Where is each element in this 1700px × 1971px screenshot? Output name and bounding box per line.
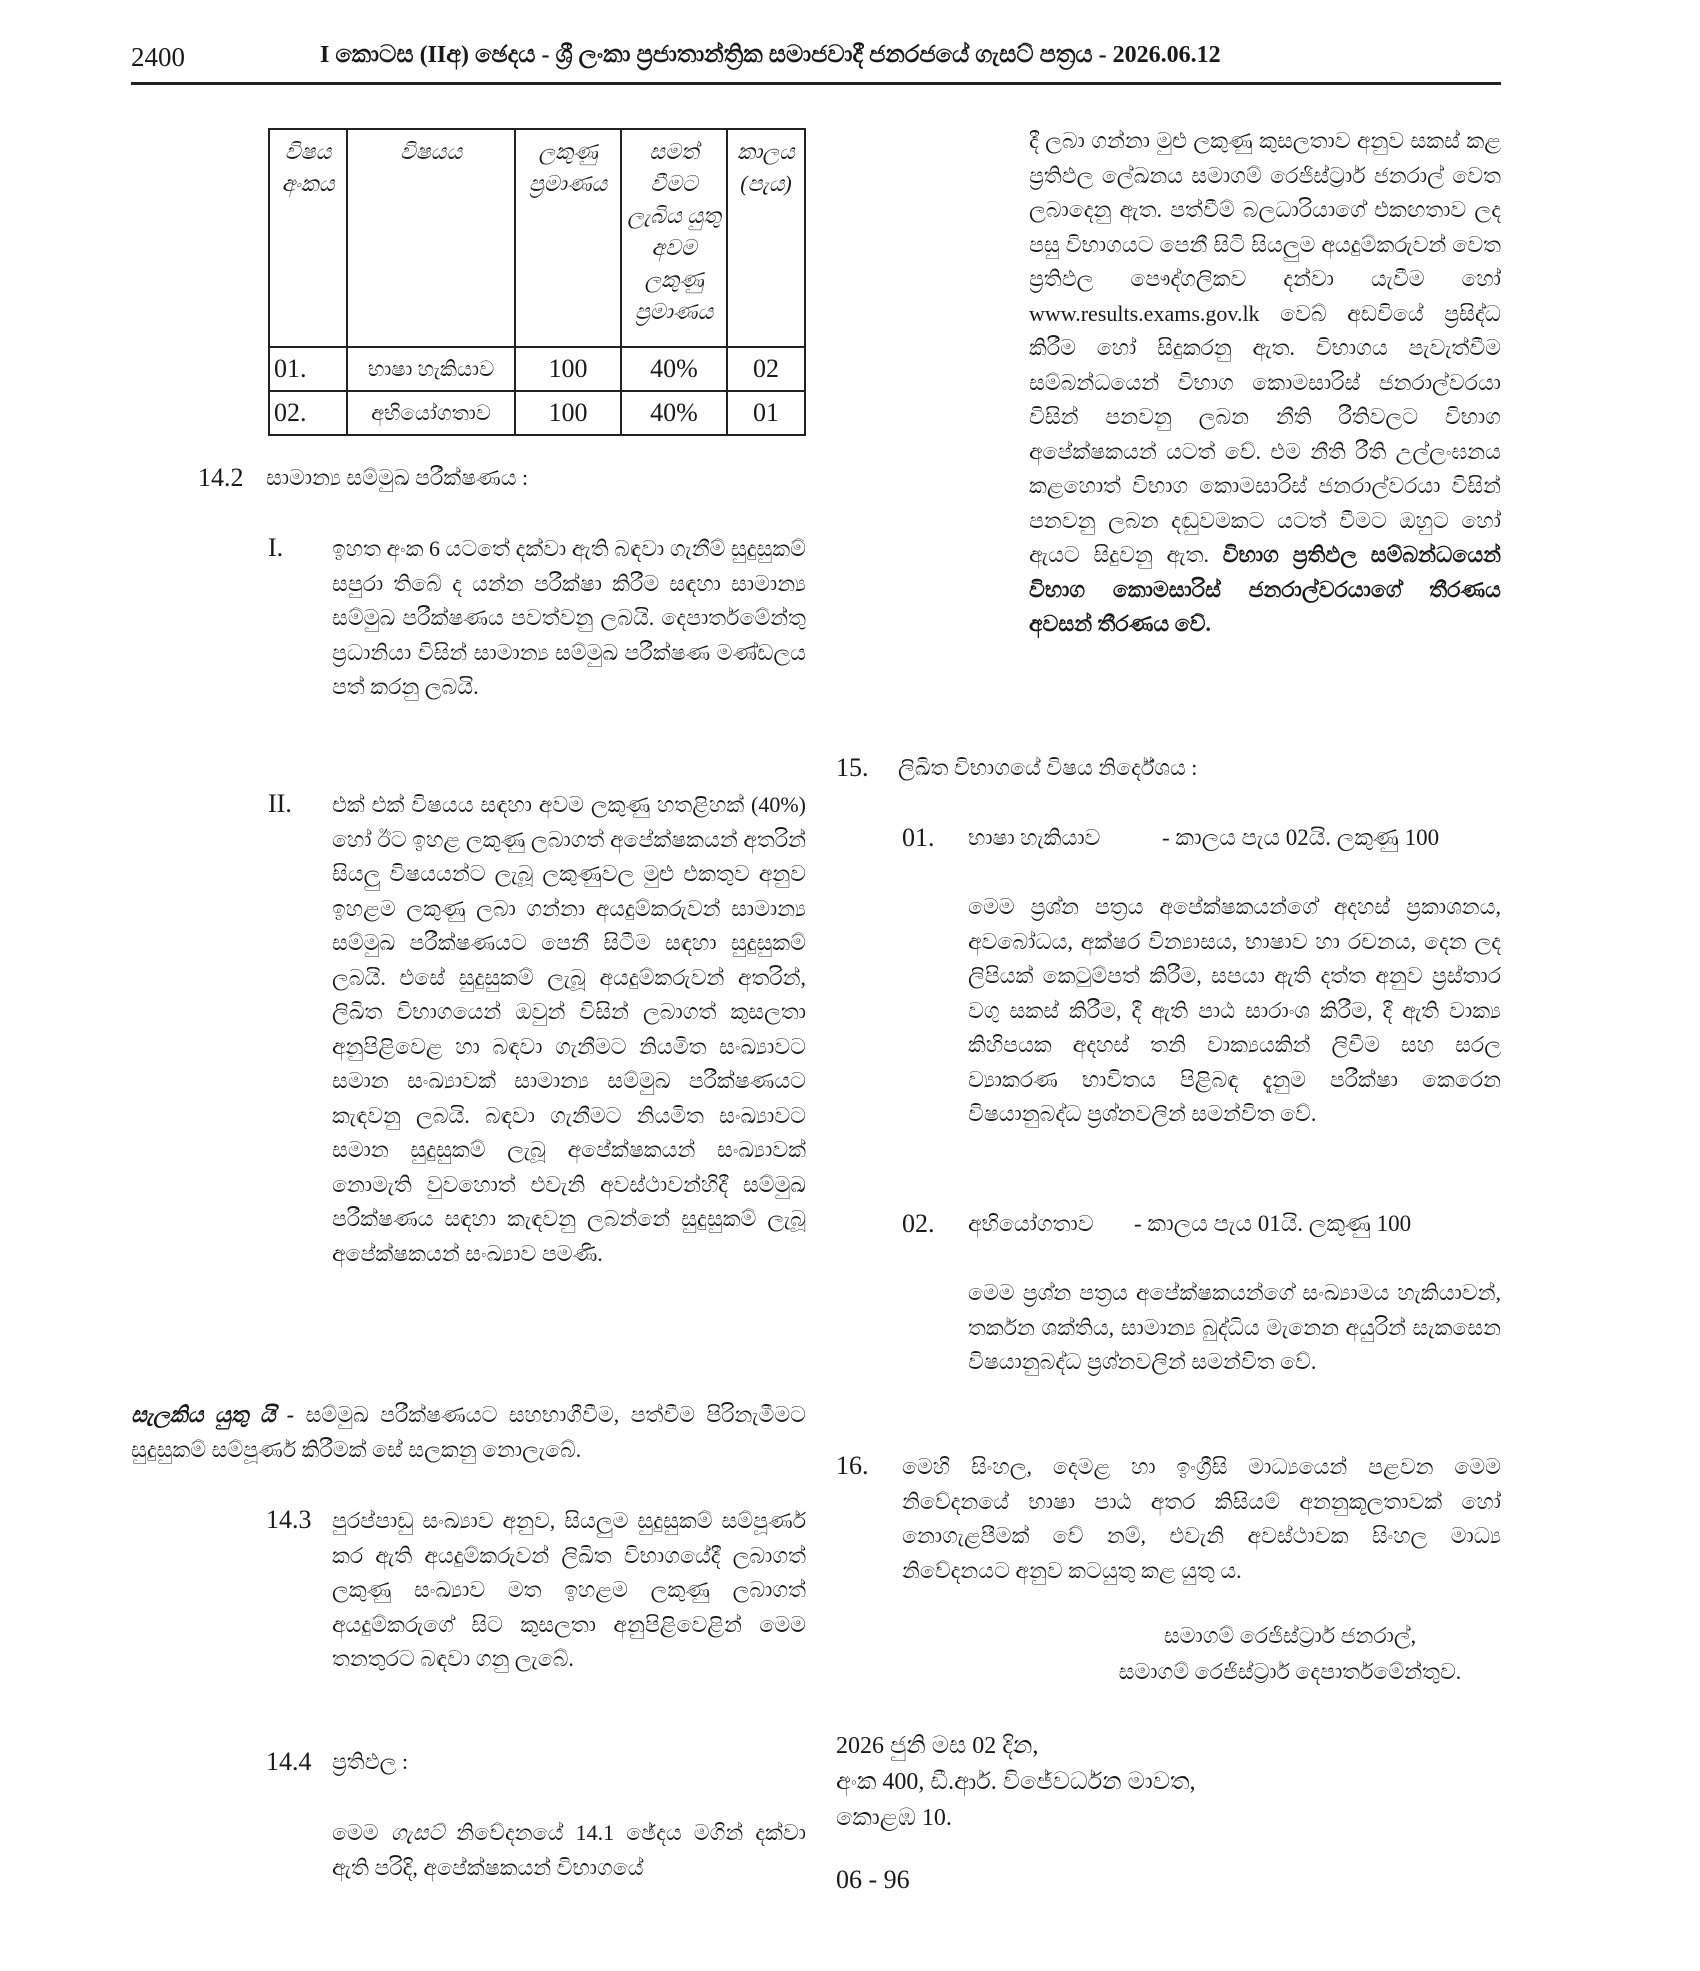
section-15-heading: ලිඛිත විභාගයේ විෂය නිර්දේශය : — [898, 755, 1198, 780]
section-16-number: 16. — [836, 1451, 869, 1480]
results-continuation — [1029, 124, 1501, 642]
section-15-number: 15. — [836, 753, 869, 782]
results-text-b: නිවේදනයේ 14.1 ඡේදය මගින් දක්වා ඇති පරිදි, අපේක්ෂකයන් විභාගයේ — [332, 1820, 806, 1880]
item-i-number: I. — [268, 533, 284, 562]
item-ii-text: එක් එක් විෂයය සඳහා අවම ලකුණු හතළිහක් (40%) හෝ ඊට ඉහළ ලකුණු ලබාගත් අපේක්ෂකයන් අතරින් සියලු විෂයයන්ට ලැබූ ලකුණුවල මුළු එකතුව අනුව ඉහළම ලකුණු ලබා ගන්නා අයදුම්කරුවන් සාමාන්‍ය සම්මුඛ පරීක්ෂණයට පෙනී සිටීම සඳහා සුදුසුකම් ලබයි. එසේ සුදුසුකම් ලැබූ අයදුම්කරුවන් අතරින්, ලිඛිත විභාගයෙන් ඔවුන් විසින් ලබාගත් කුසලතා අනුපිළිවෙළ හා බඳවා ගැනීමට නියමිත සංඛ්‍යාවට සමාන සංඛ්‍යාවක් සාමාන්‍ය සම්මුඛ පරීක්ෂණයට කැඳවනු ලබයි. බඳවා ගැනීමට නියමිත සංඛ්‍යාවට සමාන සුදුසුකම් ලැබූ අපේක්ෂකයන් සංඛ්‍යාවක් නොමැති වුවහොත් එවැනි අවස්ථාවන්හිදී සම්මුඛ පරීක්ෂණය සඳහා කැඳවනු ලබන්නේ සුදුසුකම් ලැබූ අපේක්ෂකයන් සංඛ්‍යාව පමණි. — [332, 792, 806, 1266]
results-final-decision: විභාග ප්‍රතිඵල සම්බන්ධයෙන් විභාග කොමසාරිස් ජනරාල්වරයාගේ තීරණය අවසන් තීරණය වේ. — [1029, 542, 1501, 636]
note-paragraph — [131, 1398, 806, 1467]
header-rule — [131, 82, 1501, 85]
table-row — [269, 347, 805, 391]
address-street: අංක 400, ඩී.ආර්. විජේවර්ධන මාවත, — [836, 1769, 1196, 1795]
results-text-a: මෙම — [332, 1820, 391, 1845]
syllabus-item-text: මෙම ප්‍රශ්න පත්‍රය අපේක්ෂකයන්ගේ සංඛ්‍යාමය හැකියාවන්, තර්කන ශක්තිය, සාමාන්‍ය බුද්ධිය මැනෙන අයුරින් සැකසෙන විෂයානුබද්ධ ප්‍රශ්නවලින් සමන්විත වේ. — [968, 1280, 1501, 1374]
section-14-2-number: 14.2 — [198, 463, 244, 492]
section-14-3-number: 14.3 — [266, 1505, 312, 1534]
cell-duration: 01 — [727, 391, 805, 435]
col-subject-number: විෂය අංකය — [269, 129, 347, 347]
results-continuation-text: දී ලබා ගන්නා මුළු ලකුණු කුසලතාව අනුව සකස් කළ ප්‍රතිඵල ලේඛනය සමාගම් රෙජිස්ට්‍රාර් ජනරාල් වෙත ලබාදෙනු ඇත. පත්වීම් බලධාරියාගේ එකඟතාව ලද පසු විභාගයට පෙනී සිටි සියලුම අයදුම්කරුවන් වෙත ප්‍රතිඵල පෞද්ගලිකව දන්වා යැවීම හෝ www.results.exams.gov.lk වෙබ් අඩවියේ ප්‍රසිද්ධ කිරීම හෝ සිදුකරනු ඇත. විභාගය පැවැත්වීම සම්බන්ධයෙන් විභාග කොමසාරිස් ජනරාල්වරයා විසින් පනවනු ලබන නීති රීතිවලට විභාග අපේක්ෂකයන් යටත් වේ. එම නීති රීති උල්ලංඝනය කළහොත් විභාග කොමසාරිස් ජනරාල්වරයා විසින් පනවනු ලබන දඬුවමකට යටත් වීමට ඔහුට හෝ ඇයට සිදුවනු ඇත. — [1029, 128, 1501, 567]
cell-duration: 02 — [727, 347, 805, 391]
col-subject: විෂයය — [347, 129, 515, 347]
note-text: සම්මුඛ පරීක්ෂණයට සහභාගීවීම, පත්වීම පිරිනැමීමට සුදුසුකම් සම්පූර්ණ කිරීමක් සේ සලකනු නොලැබේ. — [131, 1402, 806, 1462]
syllabus-item-meta: - කාලය පැය 01යි. ලකුණු 100 — [1134, 1211, 1412, 1236]
section-14-4-text — [332, 1816, 806, 1885]
signature-title: සමාගම් රෙජිස්ට්‍රාර් ජනරාල්, — [1163, 1623, 1417, 1648]
col-pass-marks: සමත් වීමට ලැබිය යුතු අවම ලකුණු ප්‍රමාණය — [621, 129, 727, 347]
note-label: සැලකිය යුතු යි - — [131, 1402, 295, 1427]
cell-pass: 40% — [621, 391, 727, 435]
col-marks: ලකුණු ප්‍රමාණය — [515, 129, 621, 347]
section-14-4-number: 14.4 — [266, 1747, 312, 1776]
subjects-table — [268, 128, 806, 436]
cell-pass: 40% — [621, 347, 727, 391]
syllabus-item-number: 02. — [902, 1209, 935, 1238]
item-ii-number: II. — [268, 789, 292, 818]
col-duration: කාලය (පැය) — [727, 129, 805, 347]
page-number: 2400 — [131, 42, 185, 72]
address-date: 2026 ජුනි මස 02 දින, — [836, 1733, 1039, 1759]
section-14-4-heading: ප්‍රතිඵල : — [332, 1749, 409, 1774]
syllabus-item-number: 01. — [902, 823, 935, 852]
syllabus-item-title: භාෂා හැකියාව — [968, 825, 1101, 850]
item-i-text: ඉහත අංක 6 යටතේ දක්වා ඇති බඳවා ගැනීම් සුදුසුකම් සපුරා තිබේ ද යන්න පරීක්ෂා කිරීම සඳහා සාමාන්‍ය සම්මුඛ පරීක්ෂණය පවත්වනු ලබයි. දෙපාර්තමේන්තු ප්‍රධානියා විසින් සාමාන්‍ය සම්මුඛ පරීක්ෂණ මණ්ඩලය පත් කරනු ලබයි. — [332, 536, 806, 699]
cell-number: 01. — [269, 347, 347, 391]
results-text-italic: ගැසට් — [390, 1820, 445, 1845]
gazette-title: I කොටස (IIඅ) ඡෙදය - ශ්‍රී ලංකා ප්‍රජාතාන්ත්‍රික සමාජවාදී ජනරජයේ ගැසට් පත්‍රය - 2026.06.12 — [320, 42, 1221, 68]
table-header-row — [269, 129, 805, 347]
cell-marks: 100 — [515, 391, 621, 435]
cell-subject: භාෂා හැකියාව — [347, 347, 515, 391]
cell-subject: අභියෝගතාව — [347, 391, 515, 435]
section-16-text: මෙහි සිංහල, දෙමළ හා ඉංග්‍රීසි මාධ්‍යයෙන් පළවන මෙම නිවේදනයේ භාෂා පාඨ අතර කිසියම් අනනුකූලතාවක් හෝ නොගැළපීමක් වේ නම්, එවැනි අවස්ථාවක සිංහල මාධ්‍ය නිවේදනයට අනුව කටයුතු කළ යුතු ය. — [902, 1454, 1501, 1583]
table-row — [269, 391, 805, 435]
address-city: කොළඹ 10. — [836, 1805, 952, 1831]
signature-department: සමාගම් රෙජිස්ට්‍රාර් දෙපාර්තමේන්තුව. — [1118, 1659, 1462, 1684]
syllabus-item-meta: - කාලය පැය 02යි. ලකුණු 100 — [1162, 825, 1440, 850]
cell-marks: 100 — [515, 347, 621, 391]
syllabus-item-title: අභියෝගතාව — [968, 1211, 1094, 1236]
cell-number: 02. — [269, 391, 347, 435]
reference-number: 06 - 96 — [836, 1865, 910, 1894]
syllabus-item-text: මෙම ප්‍රශ්න පත්‍රය අපේක්ෂකයන්ගේ අදහස් ප්‍රකාශනය, අවබෝධය, අක්ෂර වින්‍යාසය, භාෂාව හා රචනය, දෙන ලද ලිපියක් කෙටුම්පත් කිරීම, සපයා ඇති දත්ත අනුව ප්‍රස්තාර වගු සකස් කිරීම, දී ඇති පාඨ සාරාංශ කිරීම, දී ඇති වාක්‍ය කිහිපයක අදහස් තනි වාක්‍යයකින් ලිවීම සහ සරල ව්‍යාකරණ භාවිතය පිළිබඳ දැනුම පරීක්ෂා කෙරෙන විෂයානුබද්ධ ප්‍රශ්නවලින් සමන්විත වේ. — [968, 894, 1501, 1126]
section-14-3-text: පුරප්පාඩු සංඛ්‍යාව අනුව, සියලුම සුදුසුකම් සම්පූර්ණ කර ඇති අයදුම්කරුවන් ලිඛිත විභාගයේදී ලබාගත් ලකුණු සංඛ්‍යාව මත ඉහළම ලකුණු ලබාගත් අයදුම්කරුගේ සිට කුසලතා අනුපිළිවෙළින් මෙම තනතුරට බඳවා ගනු ලැබේ. — [332, 1508, 806, 1671]
section-14-2-heading: සාමාන්‍ය සම්මුඛ පරීක්ෂණය : — [266, 465, 529, 490]
